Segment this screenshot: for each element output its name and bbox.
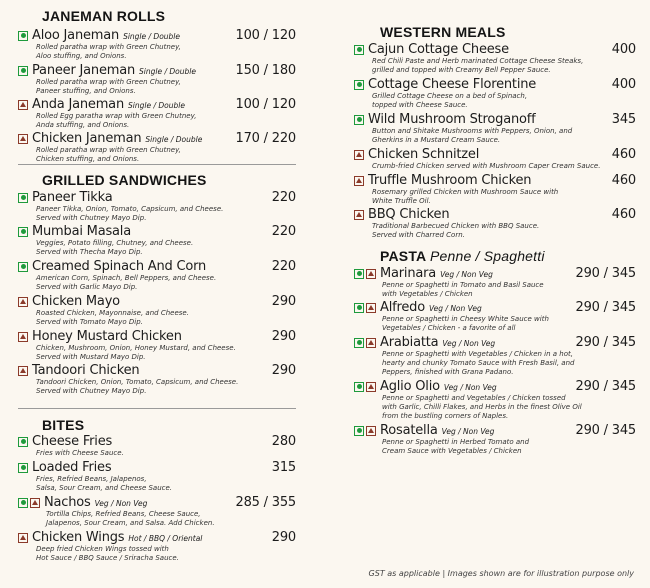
item-desc: Rolled paratha wrap with Green Chutney,	[36, 146, 181, 154]
item-name: Chicken Mayo	[32, 294, 120, 309]
item-desc: Fries, Refried Beans, Jalapenos,	[36, 475, 147, 483]
item-desc: Chicken, Mushroom, Onion, Honey Mustard, and Cheese.	[36, 344, 236, 352]
menu-item	[354, 423, 636, 456]
item-name: Cottage Cheese Florentine	[368, 77, 537, 92]
pasta-title: PASTA	[380, 248, 426, 264]
menu-item	[354, 207, 636, 240]
item-desc: Rolled paratha wrap with Green Chutney,	[36, 78, 181, 86]
item-desc: Crumb-fried Chicken served with Mushroom Caper Cream Sauce.	[372, 162, 601, 170]
item-price: 290 / 345	[575, 300, 636, 315]
item-price: 220	[271, 259, 296, 274]
item-name: Anda Janeman	[32, 97, 124, 112]
veg-nonveg-icons	[354, 338, 376, 348]
item-desc: Penne or Spaghetti with Vegetables / Chicken in a hot,	[382, 350, 573, 358]
item-price: 100 / 120	[235, 28, 296, 43]
menu-item	[18, 329, 296, 362]
item-price: 290	[271, 329, 296, 344]
section-title-bites: BITES	[42, 417, 85, 433]
item-price: 170 / 220	[235, 131, 296, 146]
nonveg-icon	[18, 297, 28, 307]
item-name: Alfredo	[380, 300, 425, 315]
item-desc: Button and Shitake Mushrooms with Peppers, Onion, and	[372, 127, 573, 135]
veg-icon	[354, 115, 364, 125]
item-desc: Vegetables / Chicken - a favorite of all	[382, 324, 516, 332]
item-desc: Aloo stuffing, and Onions.	[36, 52, 127, 60]
item-desc: Rosemary grilled Chicken with Mushroom Sauce with	[372, 188, 559, 196]
menu-item	[354, 335, 636, 377]
item-price: 100 / 120	[235, 97, 296, 112]
item-desc: Gherkins in a Mustard Cream Sauce.	[372, 136, 501, 144]
item-desc: American Corn, Spinach, Bell Peppers, and Cheese.	[36, 274, 217, 282]
item-tag: Veg / Non Veg	[443, 383, 497, 392]
item-tag: Hot / BBQ / Oriental	[128, 534, 203, 543]
item-desc: Served with Mustard Mayo Dip.	[36, 353, 146, 361]
menu-item	[18, 460, 296, 493]
item-desc: Peppers, finished with Grana Padano.	[382, 368, 514, 376]
item-price: 220	[271, 224, 296, 239]
item-desc: Penne or Spaghetti in Tomato and Basil Sauce	[382, 281, 544, 289]
item-desc: Traditional Barbecued Chicken with BBQ Sauce.	[372, 222, 540, 230]
item-name: Rosatella	[380, 423, 438, 438]
section-title-western: WESTERN MEALS	[380, 24, 506, 40]
veg-icon	[18, 227, 28, 237]
item-price: 460	[611, 147, 636, 162]
item-name: Arabiatta	[380, 335, 439, 350]
veg-icon	[354, 45, 364, 55]
menu-item	[18, 495, 296, 528]
nonveg-icon	[354, 210, 364, 220]
menu-item	[18, 131, 296, 164]
menu-item	[18, 294, 296, 327]
item-price: 290 / 345	[575, 266, 636, 281]
item-name: Tandoori Chicken	[32, 363, 140, 378]
item-desc: Penne or Spaghetti in Herbed Tomato and	[382, 438, 530, 446]
nonveg-icon	[18, 100, 28, 110]
item-desc: Served with Chutney Mayo Dip.	[36, 214, 147, 222]
item-desc: Cream Sauce with Vegetables / Chicken	[382, 447, 522, 455]
item-desc: Paneer Tikka, Onion, Tomato, Capsicum, and Cheese.	[36, 205, 224, 213]
item-name: Marinara	[380, 266, 437, 281]
menu-item	[18, 530, 296, 563]
item-price: 345	[611, 112, 636, 127]
menu-item	[354, 173, 636, 206]
item-price: 290 / 345	[575, 423, 636, 438]
item-tag: Veg / Non Veg	[94, 499, 148, 508]
veg-icon	[18, 463, 28, 473]
veg-icon	[18, 262, 28, 272]
item-desc: Rolled paratha wrap with Green Chutney,	[36, 43, 181, 51]
item-desc: Red Chili Paste and Herb marinated Cottage Cheese Steaks,	[372, 57, 584, 65]
item-name: Aloo Janeman	[32, 28, 120, 43]
veg-icon	[18, 66, 28, 76]
item-tag: Veg / Non Veg	[441, 427, 495, 436]
menu-item	[18, 363, 296, 396]
veg-icon	[354, 80, 364, 90]
item-desc: Served with Chutney Mayo Dip.	[36, 387, 147, 395]
item-price: 290 / 345	[575, 335, 636, 350]
item-name: Creamed Spinach And Corn	[32, 259, 207, 274]
item-name: Loaded Fries	[32, 460, 112, 475]
menu-item	[354, 77, 636, 110]
veg-icon	[18, 437, 28, 447]
menu-item	[354, 112, 636, 145]
item-name: BBQ Chicken	[368, 207, 450, 222]
section-title-pasta	[380, 248, 545, 264]
menu-item	[18, 434, 296, 458]
item-desc: Hot Sauce / BBQ Sauce / Sriracha Sauce.	[36, 554, 179, 562]
menu-item	[354, 147, 636, 171]
item-price: 290	[271, 530, 296, 545]
veg-nonveg-icons	[18, 498, 40, 508]
item-tag: Veg / Non Veg	[442, 339, 496, 348]
item-desc: Served with Charred Corn.	[372, 231, 465, 239]
item-desc: Served with Thecha Mayo Dip.	[36, 248, 143, 256]
item-tag: Veg / Non Veg	[440, 270, 493, 279]
item-name: Paneer Tikka	[32, 190, 113, 205]
item-desc: with Garlic, Chilli Flakes, and Herbs in the finest Olive Oil	[382, 403, 582, 411]
menu-item	[18, 224, 296, 257]
divider	[18, 164, 296, 165]
item-desc: Veggies, Potato filling, Chutney, and Cheese.	[36, 239, 194, 247]
menu-item	[354, 379, 636, 421]
veg-nonveg-icons	[354, 382, 376, 392]
item-name: Wild Mushroom Stroganoff	[368, 112, 536, 127]
item-name: Nachos	[44, 495, 91, 510]
item-tag: Veg / Non Veg	[428, 304, 482, 313]
item-desc: Anda stuffing, and Onions.	[36, 121, 130, 129]
nonveg-icon	[354, 176, 364, 186]
item-tag: Single / Double	[145, 135, 203, 144]
nonveg-icon	[18, 366, 28, 376]
item-desc: White Truffle Oil.	[372, 197, 431, 205]
item-tag: Single / Double	[139, 67, 196, 76]
item-price: 460	[611, 207, 636, 222]
item-desc: hearty and chunky Tomato Sauce with Fresh Basil, and	[382, 359, 575, 367]
item-desc: Penne or Spaghetti and Vegetables / Chicken tossed	[382, 394, 566, 402]
item-desc: with Vegetables / Chicken	[382, 290, 473, 298]
divider	[18, 408, 296, 409]
veg-nonveg-icons	[354, 303, 376, 313]
menu-item	[354, 42, 636, 75]
item-desc: Served with Garlic Mayo Dip.	[36, 283, 138, 291]
pasta-subtitle: Penne / Spaghetti	[429, 248, 545, 264]
item-desc: Paneer stuffing, and Onions.	[36, 87, 136, 95]
item-desc: Rolled Egg paratha wrap with Green Chutney,	[36, 112, 197, 120]
item-desc: Penne or Spaghetti in Cheesy White Sauce with	[382, 315, 549, 323]
veg-nonveg-icons	[354, 269, 376, 279]
item-desc: Tandoori Chicken, Onion, Tomato, Capsicum, and Cheese.	[36, 378, 239, 386]
item-desc: Chicken stuffing, and Onions.	[36, 155, 140, 163]
item-name: Cheese Fries	[32, 434, 113, 449]
item-name: Truffle Mushroom Chicken	[368, 173, 532, 188]
nonveg-icon	[354, 150, 364, 160]
item-name: Cajun Cottage Cheese	[368, 42, 509, 57]
item-price: 400	[611, 42, 636, 57]
item-name: Honey Mustard Chicken	[32, 329, 182, 344]
item-desc: Grilled Cottage Cheese on a bed of Spinach,	[372, 92, 528, 100]
item-name: Chicken Wings	[32, 530, 125, 545]
item-desc: Served with Tomato Mayo Dip.	[36, 318, 143, 326]
item-name: Chicken Schnitzel	[368, 147, 480, 162]
menu-item	[18, 259, 296, 292]
item-name: Chicken Janeman	[32, 131, 142, 146]
menu-item	[18, 190, 296, 223]
item-name: Paneer Janeman	[32, 63, 136, 78]
nonveg-icon	[18, 332, 28, 342]
item-desc: from the bustling corners of Naples.	[382, 412, 509, 420]
menu-item	[18, 28, 296, 61]
nonveg-icon	[18, 134, 28, 144]
item-desc: Tortilla Chips, Refried Beans, Cheese Sauce,	[46, 510, 201, 518]
menu-item	[354, 266, 636, 299]
item-price: 220	[271, 190, 296, 205]
item-price: 290	[271, 363, 296, 378]
item-desc: Roasted Chicken, Mayonnaise, and Cheese.	[36, 309, 189, 317]
footer-note: GST as applicable | Images shown are for illustration purpose only	[368, 569, 634, 578]
item-price: 290	[271, 294, 296, 309]
menu-item	[18, 63, 296, 96]
item-tag: Single / Double	[128, 101, 185, 110]
menu-item	[354, 300, 636, 333]
veg-nonveg-icons	[354, 426, 376, 436]
item-name: Aglio Olio	[380, 379, 440, 394]
veg-icon	[18, 31, 28, 41]
section-title-janeman: JANEMAN ROLLS	[42, 8, 166, 24]
item-desc: Jalapenos, Sour Cream, and Salsa. Add Chicken.	[46, 519, 215, 527]
item-price: 400	[611, 77, 636, 92]
menu-item	[18, 97, 296, 130]
nonveg-icon	[18, 533, 28, 543]
item-desc: topped with Cheese Sauce.	[372, 101, 468, 109]
item-price: 290 / 345	[575, 379, 636, 394]
item-price: 280	[271, 434, 296, 449]
item-price: 285 / 355	[235, 495, 296, 510]
item-desc: grilled and topped with Creamy Bell Pepper Sauce.	[372, 66, 551, 74]
item-price: 460	[611, 173, 636, 188]
item-name: Mumbai Masala	[32, 224, 131, 239]
item-desc: Fries with Cheese Sauce.	[36, 449, 124, 457]
item-tag: Single / Double	[123, 32, 180, 41]
item-price: 315	[271, 460, 296, 475]
item-price: 150 / 180	[235, 63, 296, 78]
section-title-sandwiches: GRILLED SANDWICHES	[42, 172, 207, 188]
item-desc: Salsa, Sour Cream, and Cheese Sauce.	[36, 484, 173, 492]
item-desc: Deep fried Chicken Wings tossed with	[36, 545, 169, 553]
veg-icon	[18, 193, 28, 203]
